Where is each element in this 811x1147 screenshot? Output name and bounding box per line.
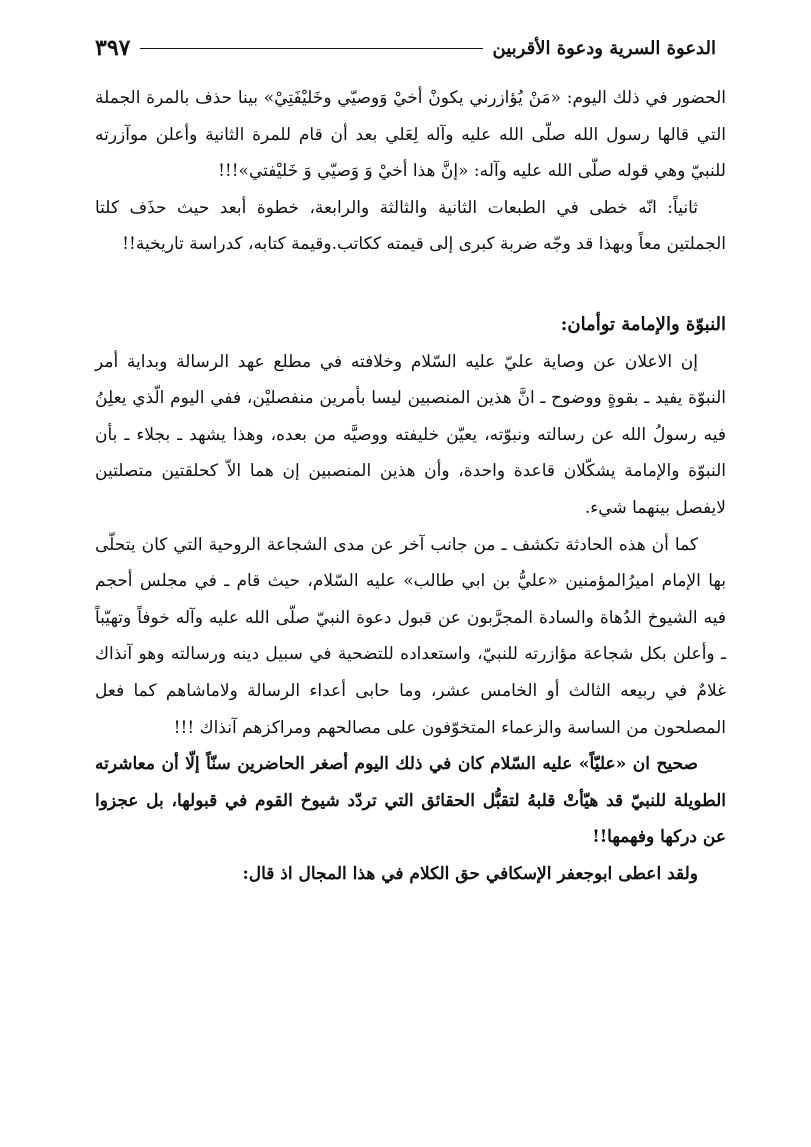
paragraph-3: إن الاعلان عن وصاية عليّ عليه السّلام وخلافته في مطلع عهد الرسالة وبداية أمر النبوّة يفيد ـ بقوةٍ ووضوح ـ انَّ هذين المنصبين ليسا بأمرين منفصليْن، ففي اليوم الّذي يعلِنُ فيه رسولُ الله عن رسالته ونبوّته، يعيّن خليفته ووصيَّه من بعده، وهذا يشهد ـ بجلاء ـ بأن النبوّة والإمامة يشكّلان قاعدة واحدة، وأن هذين المنصبين إن هما الاّ كحلقتين متصلتين لايفصل بينهما شيء. — [95, 351, 726, 518]
section-title: النبوّة والإمامة توأمان: — [560, 313, 726, 335]
paragraph-5: صحيح ان «عليّاً» عليه السّلام كان في ذلك اليوم أصغر الحاضرين سنّاً إلّا أن معاشرته الطويلة للنبيّ قد هيّأتْ قلبهُ لتقبُّل الحقائق التي تردّد شيوخ القوم في قبولها، بل عجزوا عن دركها وفهمها!! — [95, 754, 726, 848]
paragraph-2: ثانياً: انّه خطى في الطبعات الثانية والثالثة والرابعة، خطوة أبعد حيث حذَف كلتا الجملتين معاً وبهذا قد وجّه ضربة كبرى إلى قيمته ككاتب.وقيمة كتابه، كدراسة تاريخية!! — [95, 197, 726, 255]
section-spacer — [95, 263, 726, 307]
page-header — [95, 30, 716, 66]
page-number: ٣٩٧ — [95, 35, 131, 61]
running-title: الدعوة السرية ودعوة الأقربين — [492, 37, 716, 59]
header-rule — [140, 48, 482, 49]
paragraph-1: الحضور في ذلك اليوم: «مَنْ يُؤازرني يكونْ أخيْ وَوصيّي وخَليْفَتِيْ» بينا حذف بالمرة الجملة التي قالها رسول الله صلّى الله عليه وآله لِعَلي بعد أن قام للمرة الثانية وأعلن موآزرته للنبيّ وهي قوله صلّى الله عليه وآله: «إنَّ هذا أخيْ وَ وَصيّي وَ خَليْفتي»!!! — [95, 88, 726, 182]
paragraph-4: كما أن هذه الحادثة تكشف ـ من جانب آخر عن مدى الشجاعة الروحية التي كان يتحلّى بها الإمام اميرُالمؤمنين «عليُّ بن ابي طالب» عليه السّلام، حيث قام ـ في مجلس أحجم فيه الشيوخ الدُهاة والسادة المجرَّبون عن قبول دعوة النبيّ صلّى الله عليه وآله خوفاً وتهيّباً ـ وأعلن بكل شجاعة مؤازرته للنبيّ، واستعداده للتضحية في سبيل دينه ورسالته وهو آنذاك غلامٌ في ربيعه الثالث أو الخامس عشر، وما حابى أعداء الرسالة ولاماشاهم كما فعل المصلحون من الساسة والزعماء المتخوّفون على مصالحهم ومراكزهم آنذاك !!! — [95, 534, 726, 738]
paragraph-6: ولقد اعطى ابوجعفر الإسكافي حق الكلام في هذا المجال اذ قال: — [242, 863, 698, 884]
page-body — [95, 80, 726, 892]
